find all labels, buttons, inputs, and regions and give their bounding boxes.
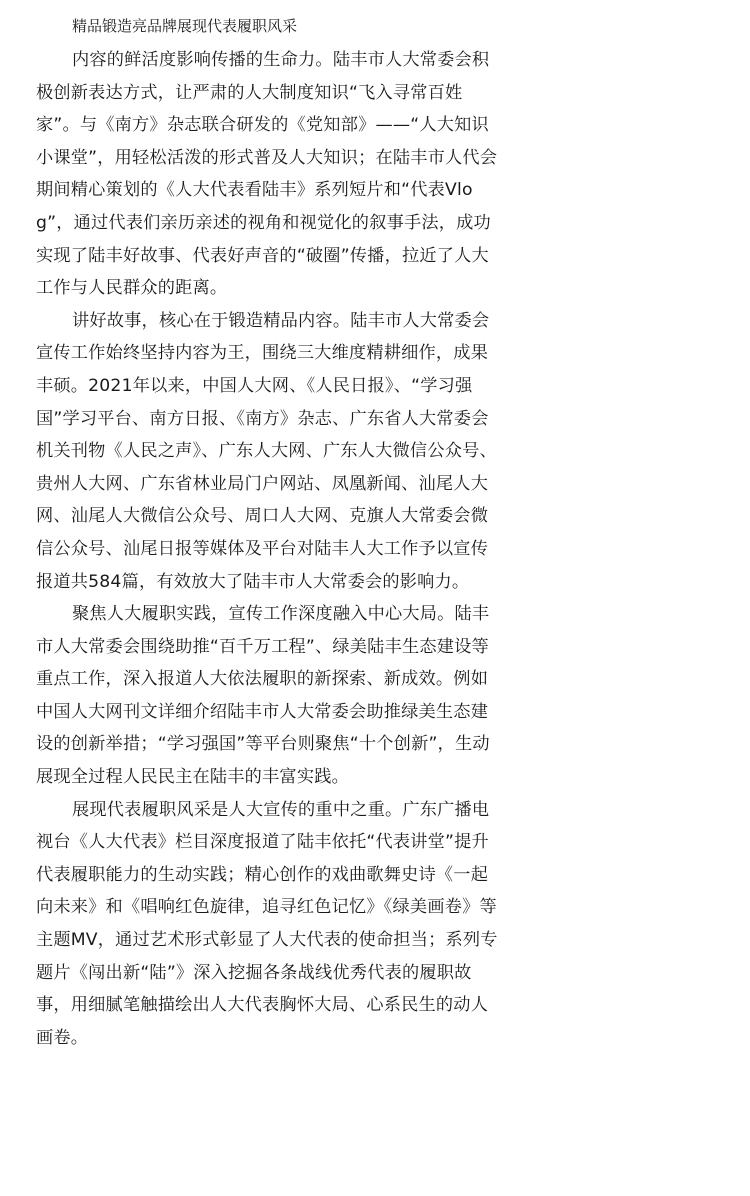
paragraph-content-innovation: 内容的鲜活度影响传播的生命力。陆丰市人大常委会积极创新表达方式，让严肃的人大制度知识“飞入寻常百姓家”。与《南方》杂志联合研发的《党知部》——“人大知识小课堂”，用轻松活泼的形式普及人大知识；在陆丰市人代会期间精心策划的《人大代表看陆丰》系列短片和“代表Vlog”，通过代表们亲历亲述的视角和视觉化的叙事手法，成功实现了陆丰好故事、代表好声音的“破圈”传播，拉近了人大工作与人民群众的距离。	[36, 50, 498, 299]
article-heading: 精品锻造亮品牌展现代表履职风采	[72, 17, 298, 35]
article	[36, 14, 498, 1054]
paragraph-deputy-showcase: 展现代表履职风采是人大宣传的重中之重。广东广播电视台《人大代表》栏目深度报道了陆丰依托“代表讲堂”提升代表履职能力的生动实践；精心创作的戏曲歌舞史诗《一起向未来》和《唱响红色旋律，追寻红色记忆》《绿美画卷》等主题MV，通过艺术形式彰显了人大代表的使命担当；系列专题片《闯出新“陆”》深入挖掘各条战线优秀代表的履职故事，用细腻笔触描绘出人大代表胸怀大局、心系民生的动人画卷。	[36, 799, 498, 1048]
paragraph-duty-practice: 聚焦人大履职实践，宣传工作深度融入中心大局。陆丰市人大常委会围绕助推“百千万工程”、绿美陆丰生态建设等重点工作，深入报道人大依法履职的新探索、新成效。例如中国人大网刊文详细介绍陆丰市人大常委会助推绿美生态建设的创新举措；“学习强国”等平台则聚焦“十个创新”，生动展现全过程人民民主在陆丰的丰富实践。	[36, 604, 490, 788]
paragraph-quality-content: 讲好故事，核心在于锻造精品内容。陆丰市人大常委会宣传工作始终坚持内容为王，围绕三大维度精耕细作，成果丰硕。2021年以来，中国人大网、《人民日报》、“学习强国”学习平台、南方日报、《南方》杂志、广东省人大常委会机关刊物《人民之声》、广东人大网、广东人大微信公众号、贵州人大网、广东省林业局门户网站、凤凰新闻、汕尾人大网、汕尾人大微信公众号、周口人大网、克旗人大常委会微信公众号、汕尾日报等媒体及平台对陆丰人大工作予以宣传报道共584篇，有效放大了陆丰市人大常委会的影响力。	[36, 310, 497, 592]
